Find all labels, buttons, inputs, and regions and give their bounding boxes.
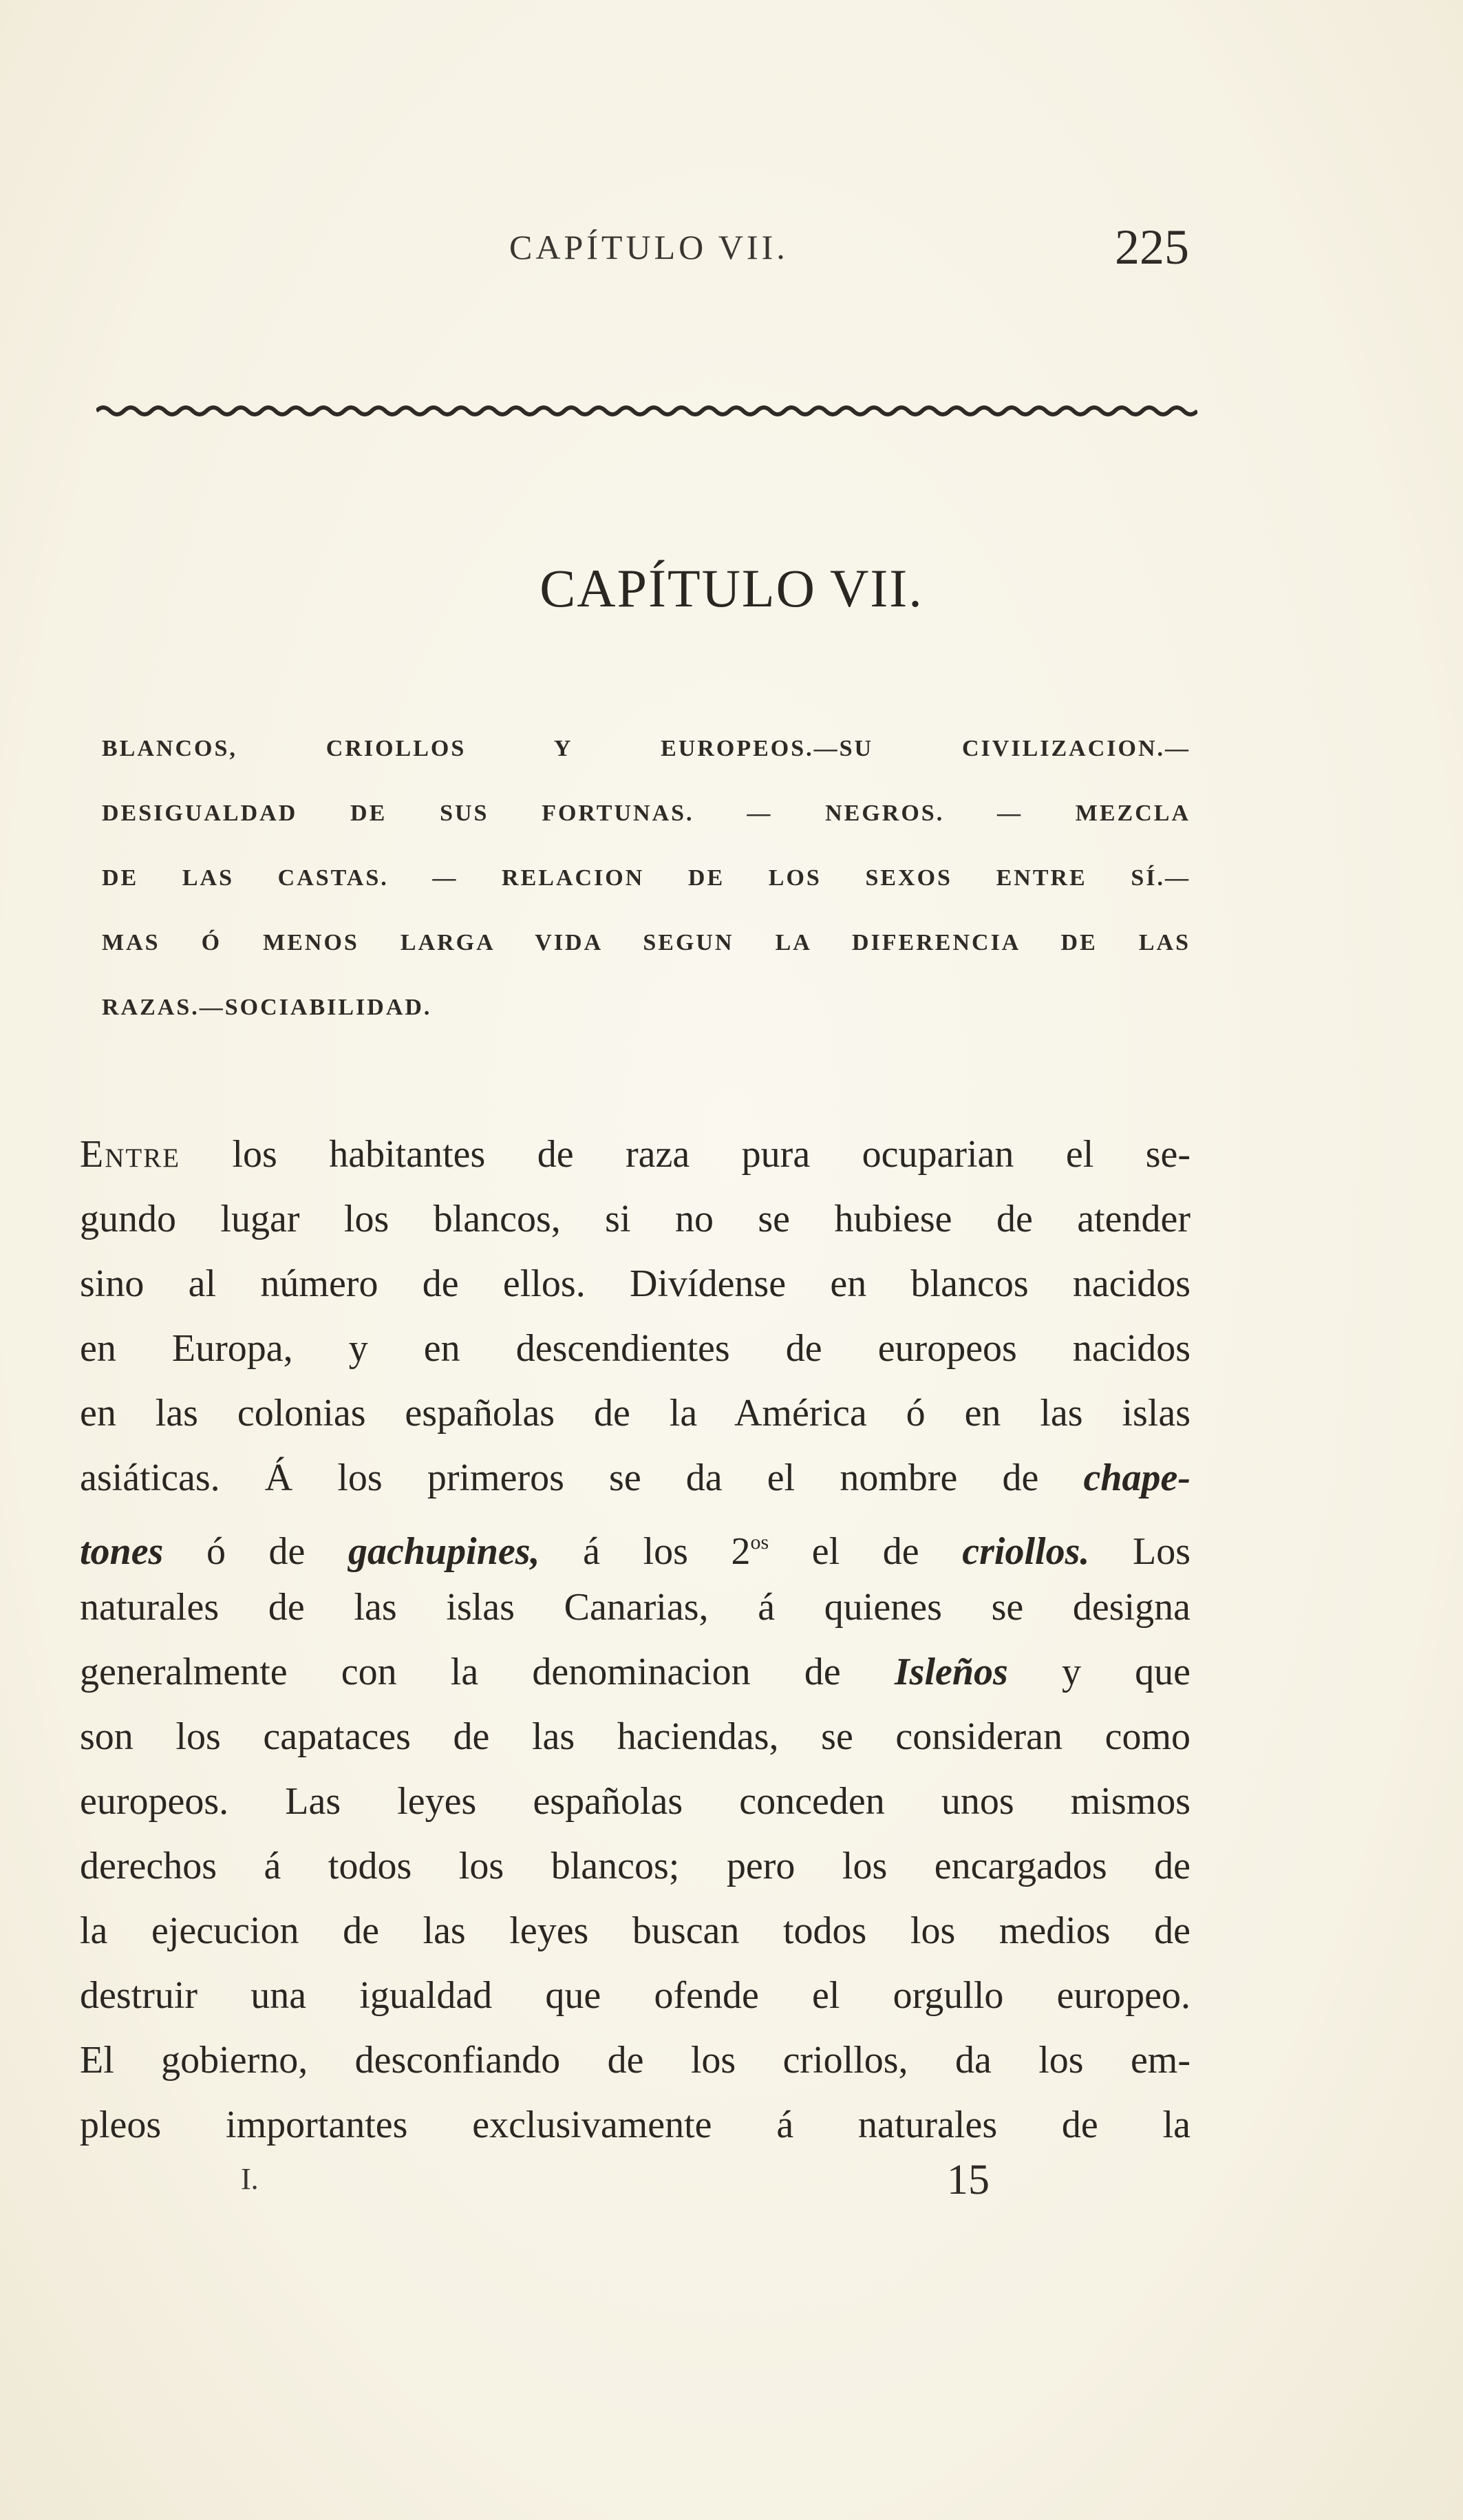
body-line (80, 1510, 1190, 1575)
ornamental-rule (96, 401, 1197, 421)
body-line: El gobierno, desconfiando de los criollos, da los em- (80, 2039, 1190, 2082)
body-text (80, 1122, 1190, 2157)
summary-line: DE LAS CASTAS. — RELACION DE LOS SEXOS ENTRE SÍ.— (102, 865, 1190, 891)
chapter-summary (102, 728, 1190, 1052)
opening-word: Entre (80, 1133, 181, 1176)
running-title: CAPÍTULO VII. (509, 228, 789, 266)
body-line: derechos á todos los blancos; pero los encargados de (80, 1845, 1190, 1887)
italic-term: criollos. (962, 1530, 1090, 1573)
body-line: en las colonias españolas de la América ó en las islas (80, 1392, 1190, 1434)
italic-term: tones (80, 1530, 164, 1573)
body-line: pleos importantes exclusivamente á naturales de la (80, 2104, 1190, 2146)
line-text: ó de (163, 1530, 349, 1573)
signature-mark: 15 (947, 2157, 990, 2203)
line-text: Los (1089, 1530, 1190, 1573)
chapter-title: CAPÍTULO VII. (540, 558, 923, 618)
body-line: destruir una igualdad que ofende el orgullo europeo. (80, 1974, 1190, 2017)
body-line: gundo lugar los blancos, si no se hubiese de atender (80, 1198, 1190, 1240)
volume-mark: I. (241, 2162, 259, 2196)
running-head (0, 219, 1463, 274)
body-line: en Europa, y en descendientes de europeos nacidos (80, 1327, 1190, 1370)
body-line (80, 1446, 1190, 1510)
superscript: os (750, 1531, 769, 1554)
italic-term: Isleños (894, 1651, 1008, 1693)
body-line: la ejecucion de las leyes buscan todos los medios de (80, 1909, 1190, 1952)
summary-line: DESIGUALDAD DE SUS FORTUNAS. — NEGROS. — MEZCLA (102, 801, 1190, 826)
line-text: generalmente con la denominacion de (80, 1651, 895, 1693)
body-line: naturales de las islas Canarias, á quienes se designa (80, 1586, 1190, 1629)
line-text: el de (769, 1530, 963, 1573)
body-line: sino al número de ellos. Divídense en blancos nacidos (80, 1262, 1190, 1305)
body-line (80, 1122, 1190, 1187)
page-footer (0, 2157, 1463, 2216)
line-text: asiáticas. Á los primeros se da el nombre de (80, 1457, 1084, 1499)
line-text: y que (1007, 1651, 1191, 1693)
summary-line: BLANCOS, CRIOLLOS Y EUROPEOS.—SU CIVILIZACION.— (102, 736, 1190, 761)
summary-line: RAZAS.—SOCIABILIDAD. (102, 995, 432, 1020)
italic-term: gachupines, (348, 1530, 540, 1573)
summary-line: MAS Ó MENOS LARGA VIDA SEGUN LA DIFERENCIA DE LAS (102, 930, 1190, 955)
body-line: son los capataces de las haciendas, se consideran como (80, 1715, 1190, 1758)
italic-term: chape- (1083, 1457, 1190, 1499)
page-number: 225 (1115, 220, 1189, 275)
line-text: los habitantes de raza pura ocuparian el se- (180, 1133, 1190, 1176)
body-line (80, 1640, 1190, 1704)
line-text: á los 2 (540, 1530, 751, 1573)
body-line: europeos. Las leyes españolas conceden unos mismos (80, 1780, 1190, 1823)
